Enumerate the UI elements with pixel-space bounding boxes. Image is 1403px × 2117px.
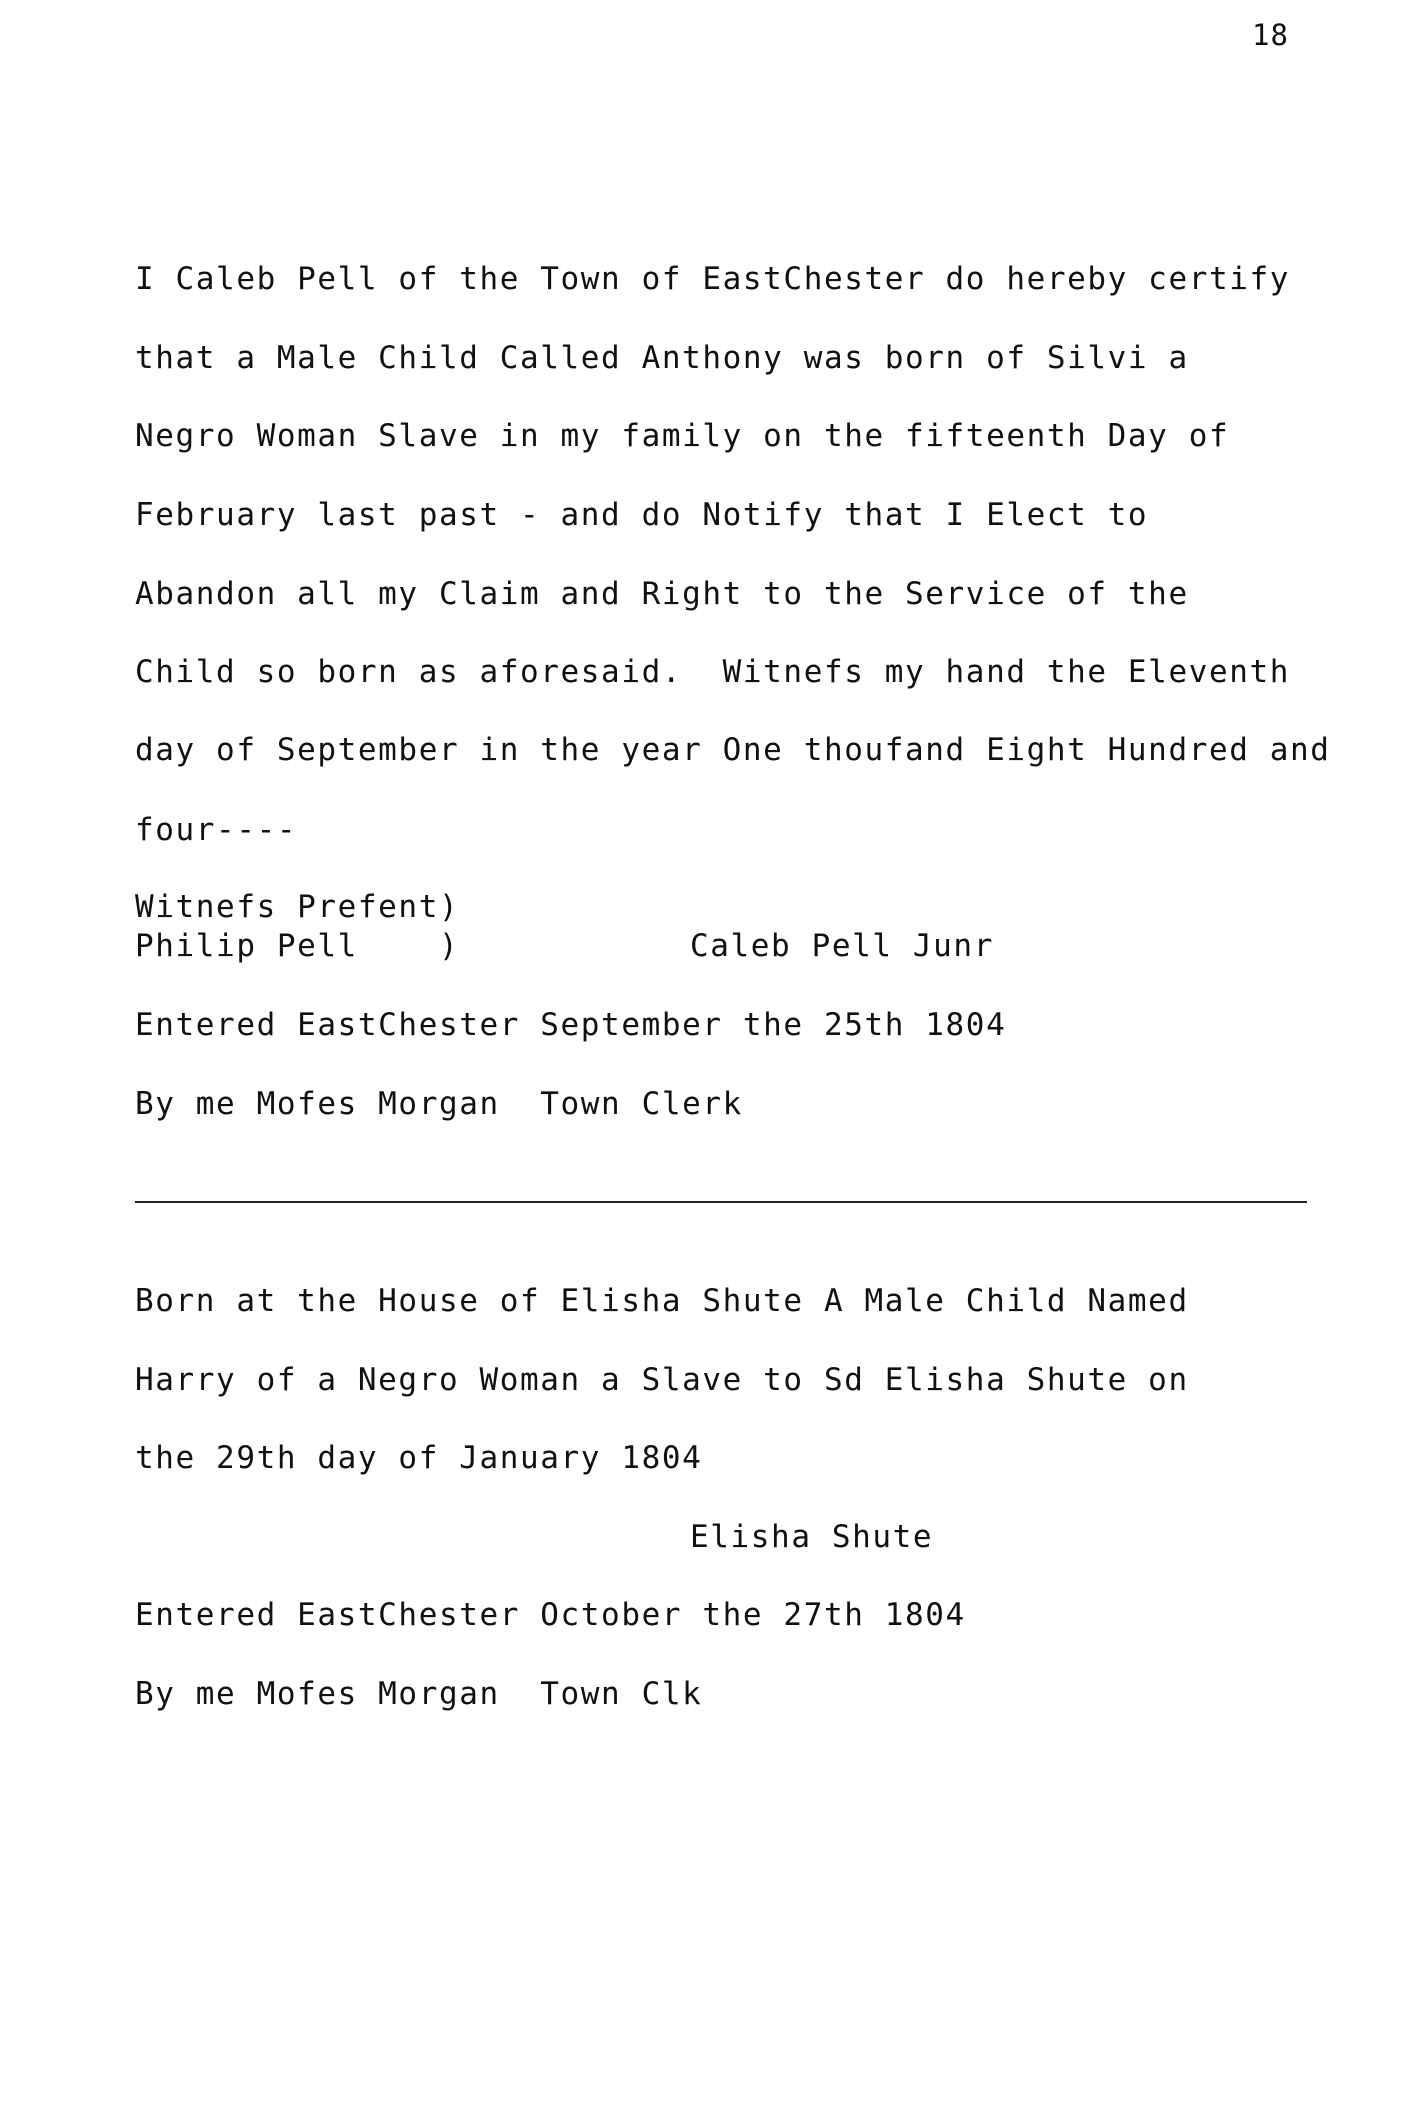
witness-name: Philip Pell ) — [135, 928, 460, 964]
entry2-clerk: By me Mofes Morgan Town Clk — [135, 1676, 703, 1712]
entry1-line-7: day of September in the year One thoufand Eight Hundred and — [135, 732, 1331, 768]
entry1-line-8: four---- — [135, 812, 298, 848]
entry2-entered: Entered EastChester October the 27th 1804 — [135, 1597, 966, 1633]
page-number: 18 — [1252, 18, 1289, 52]
entry1-clerk: By me Mofes Morgan Town Clerk — [135, 1086, 743, 1122]
signature-elisha-shute: Elisha Shute — [690, 1519, 934, 1555]
entry2-line-2: Harry of a Negro Woman a Slave to Sd Elisha Shute on — [135, 1362, 1189, 1398]
witness-label: Witnefs Prefent) — [135, 889, 460, 925]
entry1-line-3: Negro Woman Slave in my family on the fifteenth Day of — [135, 418, 1230, 454]
entry1-line-2: that a Male Child Called Anthony was born of Silvi a — [135, 340, 1189, 376]
entry1-line-5: Abandon all my Claim and Right to the Service of the — [135, 576, 1189, 612]
entry1-entered: Entered EastChester September the 25th 1804 — [135, 1007, 1007, 1043]
entry2-line-1: Born at the House of Elisha Shute A Male Child Named — [135, 1283, 1189, 1319]
entry1-line-6: Child so born as aforesaid. Witnefs my hand the Eleventh — [135, 654, 1291, 690]
entry2-line-3: the 29th day of January 1804 — [135, 1440, 703, 1476]
entry1-line-1: I Caleb Pell of the Town of EastChester do hereby certify — [135, 261, 1291, 297]
signature-caleb-pell: Caleb Pell Junr — [690, 928, 994, 964]
entry1-line-4: February last past - and do Notify that I Elect to — [135, 497, 1149, 533]
section-divider — [135, 1201, 1307, 1203]
